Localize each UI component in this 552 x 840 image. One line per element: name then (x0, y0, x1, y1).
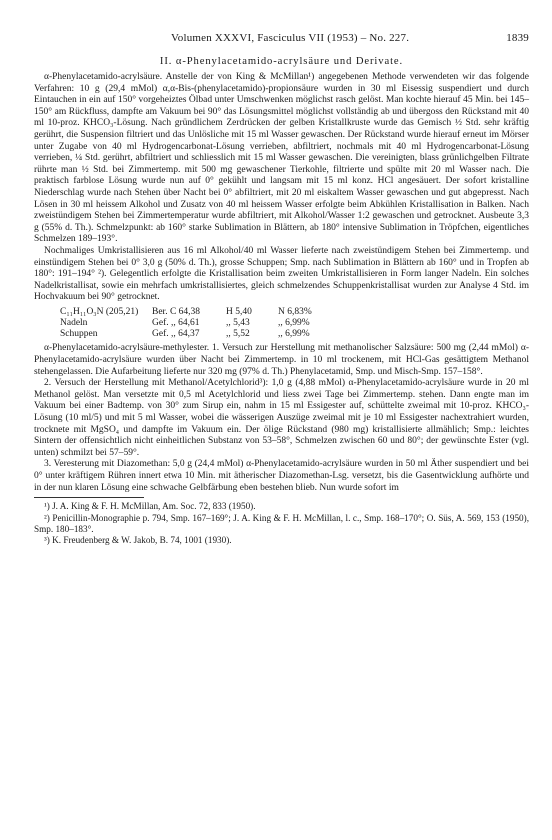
analysis-label: Nadeln (60, 318, 88, 329)
section-title: II. α-Phenylacetamido-acrylsäure und Derivate. (159, 56, 404, 67)
paragraph-ester-method-1: α-Phenylacetamido-acrylsäure-methylester. 1. Versuch zur Herstellung mit methanolischer Salzsäure: 500 mg (2,44 mMol) α-Phenylacetamido-acrylsäure wurden über Nacht bei Zimmertemp. in 10 ml trockenem, mit HCl-Gas gesättigtem Methanol stehengelassen. Die Aufarbeitung lieferte nur 320 mg (97% d. Th.) Phenylacetamid, Smp. und Misch-Smp. 157–158°. (34, 343, 529, 377)
analysis-label: C₁₁H₁₁O₃N (205,21) (60, 306, 139, 317)
paragraph-recrystallization: Nochmaliges Umkristallisieren aus 16 ml Alkohol/40 ml Wasser lieferte nach zweistündigem Stehen bei Zimmertemp. und einstündigem Stehen bei 0° 3,0 g (50% d. Th.), grosse Schuppen; Smp. nach Sublimation in Blättern ab 160° und in Tropfen ab 180°: 191–194° ²). Gelegentlich erfolgte die Kristallisation beim zweiten Umkristallisieren in Form langer Nadeln. Ein solches Nadelkristallisat, sowie ein mehrfach umkristallisiertes, gleich schmelzendes Schuppenkristallisat wurden zur Analyse 4 Std. im Hochvakuum bei 90° getrocknet. (34, 245, 529, 303)
analysis-type: Gef. (152, 318, 169, 329)
paragraph-ester-method-3: 3. Veresterung mit Diazomethan: 5,0 g (24,4 mMol) α-Phenylacetamido-acrylsäure wurden in 50 ml Äther suspendiert und bei 0° unter kräftigem Rühren innert etwa 10 Min. mit ätherischer Diazomethan-Lsg. versetzt, bis die Gasentwicklung aufhörte und in der nun klaren Lösung eine schwache Gelbfärbung eben bestehen blieb. Nun wurde sofort im (34, 459, 529, 493)
table-row (60, 318, 322, 329)
analysis-carbon (152, 307, 226, 318)
footnote-divider (34, 497, 144, 498)
running-header (34, 32, 529, 44)
footnote-1: ¹) J. A. King & F. H. McMillan, Am. Soc. 72, 833 (1950). (44, 501, 256, 512)
table-row (60, 307, 322, 318)
body-text (34, 72, 529, 494)
table-row (60, 329, 322, 340)
footnotes (34, 501, 529, 547)
analysis-nitrogen: ,, 6,99% (278, 329, 310, 340)
analysis-label: Schuppen (60, 329, 98, 340)
elemental-analysis-table (60, 307, 322, 341)
page-number: 1839 (506, 32, 529, 44)
footnote-2: ²) Penicillin-Monographie p. 794, Smp. 167–169°; J. A. King & F. H. McMillan, l. c., Smp. 168–170°; O. Süs, A. 569, 153 (1950), Smp. 180–183°. (34, 512, 529, 535)
analysis-nitrogen: ,, 6,99% (278, 318, 310, 329)
analysis-type: Gef. (152, 329, 169, 340)
journal-volume-line: Volumen XXXVI, Fasciculus VII (1953) – No. 227. (171, 32, 410, 44)
paragraph-ester-method-2: 2. Versuch der Herstellung mit Methanol/Acetylchlorid³): 1,0 g (4,88 mMol) α-Phenylacetamido-acrylsäure wurde in 20 ml Methanol gelöst. Man versetzte mit 0,5 ml Acetylchlorid und liess zwei Tage bei Zimmertemp. stehen. Dann engte man im Vakuum bei einer Badtemp. von 30° zum Sirup ein, nahm in 15 ml Essigester auf, schüttelte zweimal mit 10-proz. KHCO₃-Lösung (10 ml/5) und mit 5 ml Wasser, wobei die wässerigen Auszüge zweimal mit je 10 ml Essigester nachextrahiert wurden, trocknete mit MgSO₄ und dampfte im Vakuum ein. Der ölige Rückstand (980 mg) kristallisierte allmählich; Smp.: leichtes Sintern der offensichtlich nicht einheitlichen Substanz von 53–58°, Schmelzen zwischen 60 und 80°; der gewünschte Ester (vgl. unten) schmilzt bei 57–59°. (34, 378, 529, 458)
analysis-hydrogen: ,, 5,43 (226, 318, 250, 329)
analysis-nitrogen: N 6,83% (278, 306, 312, 317)
analysis-c-value: ,, 64,37 (171, 329, 200, 340)
analysis-type: Ber. (152, 306, 168, 317)
footnote-3: ³) K. Freudenberg & W. Jakob, B. 74, 1001 (1930). (44, 535, 232, 546)
analysis-hydrogen: H 5,40 (226, 306, 252, 317)
analysis-hydrogen: ,, 5,52 (226, 329, 250, 340)
analysis-carbon (152, 318, 226, 329)
analysis-c-value: C 64,38 (169, 306, 201, 317)
analysis-carbon (152, 329, 226, 340)
journal-page (34, 32, 529, 547)
paragraph-preparation: α-Phenylacetamido-acrylsäure. Anstelle der von King & McMillan¹) angegebenen Methode verwendeten wir das folgende Verfahren: 10 g (29,4 mMol) α,α-Bis-(phenylacetamido)-propionsäure wurden in 30 ml Eisessig suspendiert und durch Eintauchen in ein auf 150° vorgeheiztes Ölbad unter Umschwenken möglichst rasch gelöst. Man kochte hierauf 45 Min. bei 145–150° am Rückfluss, dampfte am Vakuum bei 90° das Lösungsmittel möglichst vollständig ab und übergoss den Rückstand mit 40 ml 10-proz. KHCO₃-Lösung. Nach gründlichem Zerdrücken der gelben Kristallkruste wurde das Gemisch ½ Std. sehr kräftig gerührt, die Suspension filtriert und das Unlösliche mit 15 ml Wasser gewaschen. Der Rückstand wurde hierauf erneut im Mörser unter Zugabe von 40 ml Hydrogencarbonat-Lösung verrieben, abfiltriert, nochmals mit 40 ml Hydrogencarbonat-Lösung verrieben, ¼ Std. gerührt, abfiltriert und schliesslich mit 15 ml Wasser gewaschen. Die vereinigten, blass grünlichgelben Filtrate rührte man ½ Std. bei Zimmertemp. mit 500 mg gewaschener Tierkohle, filtrierte und spülte mit 20 ml Wasser nach. Die praktisch farblose Lösung wurde nun auf 0° gekühlt und langsam mit 15 ml konz. HCl angesäuert. Der sofort kristalline Niederschlag wurde nach Stehen über Nacht bei 0° abfiltriert, mit 20 ml eiskaltem Wasser gewaschen und gut abgepresst. Nach Lösen in 30 ml heissem Alkohol und Zusatz von 40 ml heissem Wasser erfolgte beim Abkühlen Kristallisation in Balken. Nach zweistündigem Stehen bei Zimmertemperatur wurde abfiltriert, mit Alkohol/Wasser 1:2 gewaschen und getrocknet. Ausbeute 3,3 g (55% d. Th.). Schmelzpunkt: ab 160° starke Sublimation in Blättern, ab 180° intensive Sublimation in Tröpfchen, eigentliches Schmelzen 189–193°. (34, 72, 529, 245)
analysis-c-value: ,, 64,61 (171, 318, 200, 329)
